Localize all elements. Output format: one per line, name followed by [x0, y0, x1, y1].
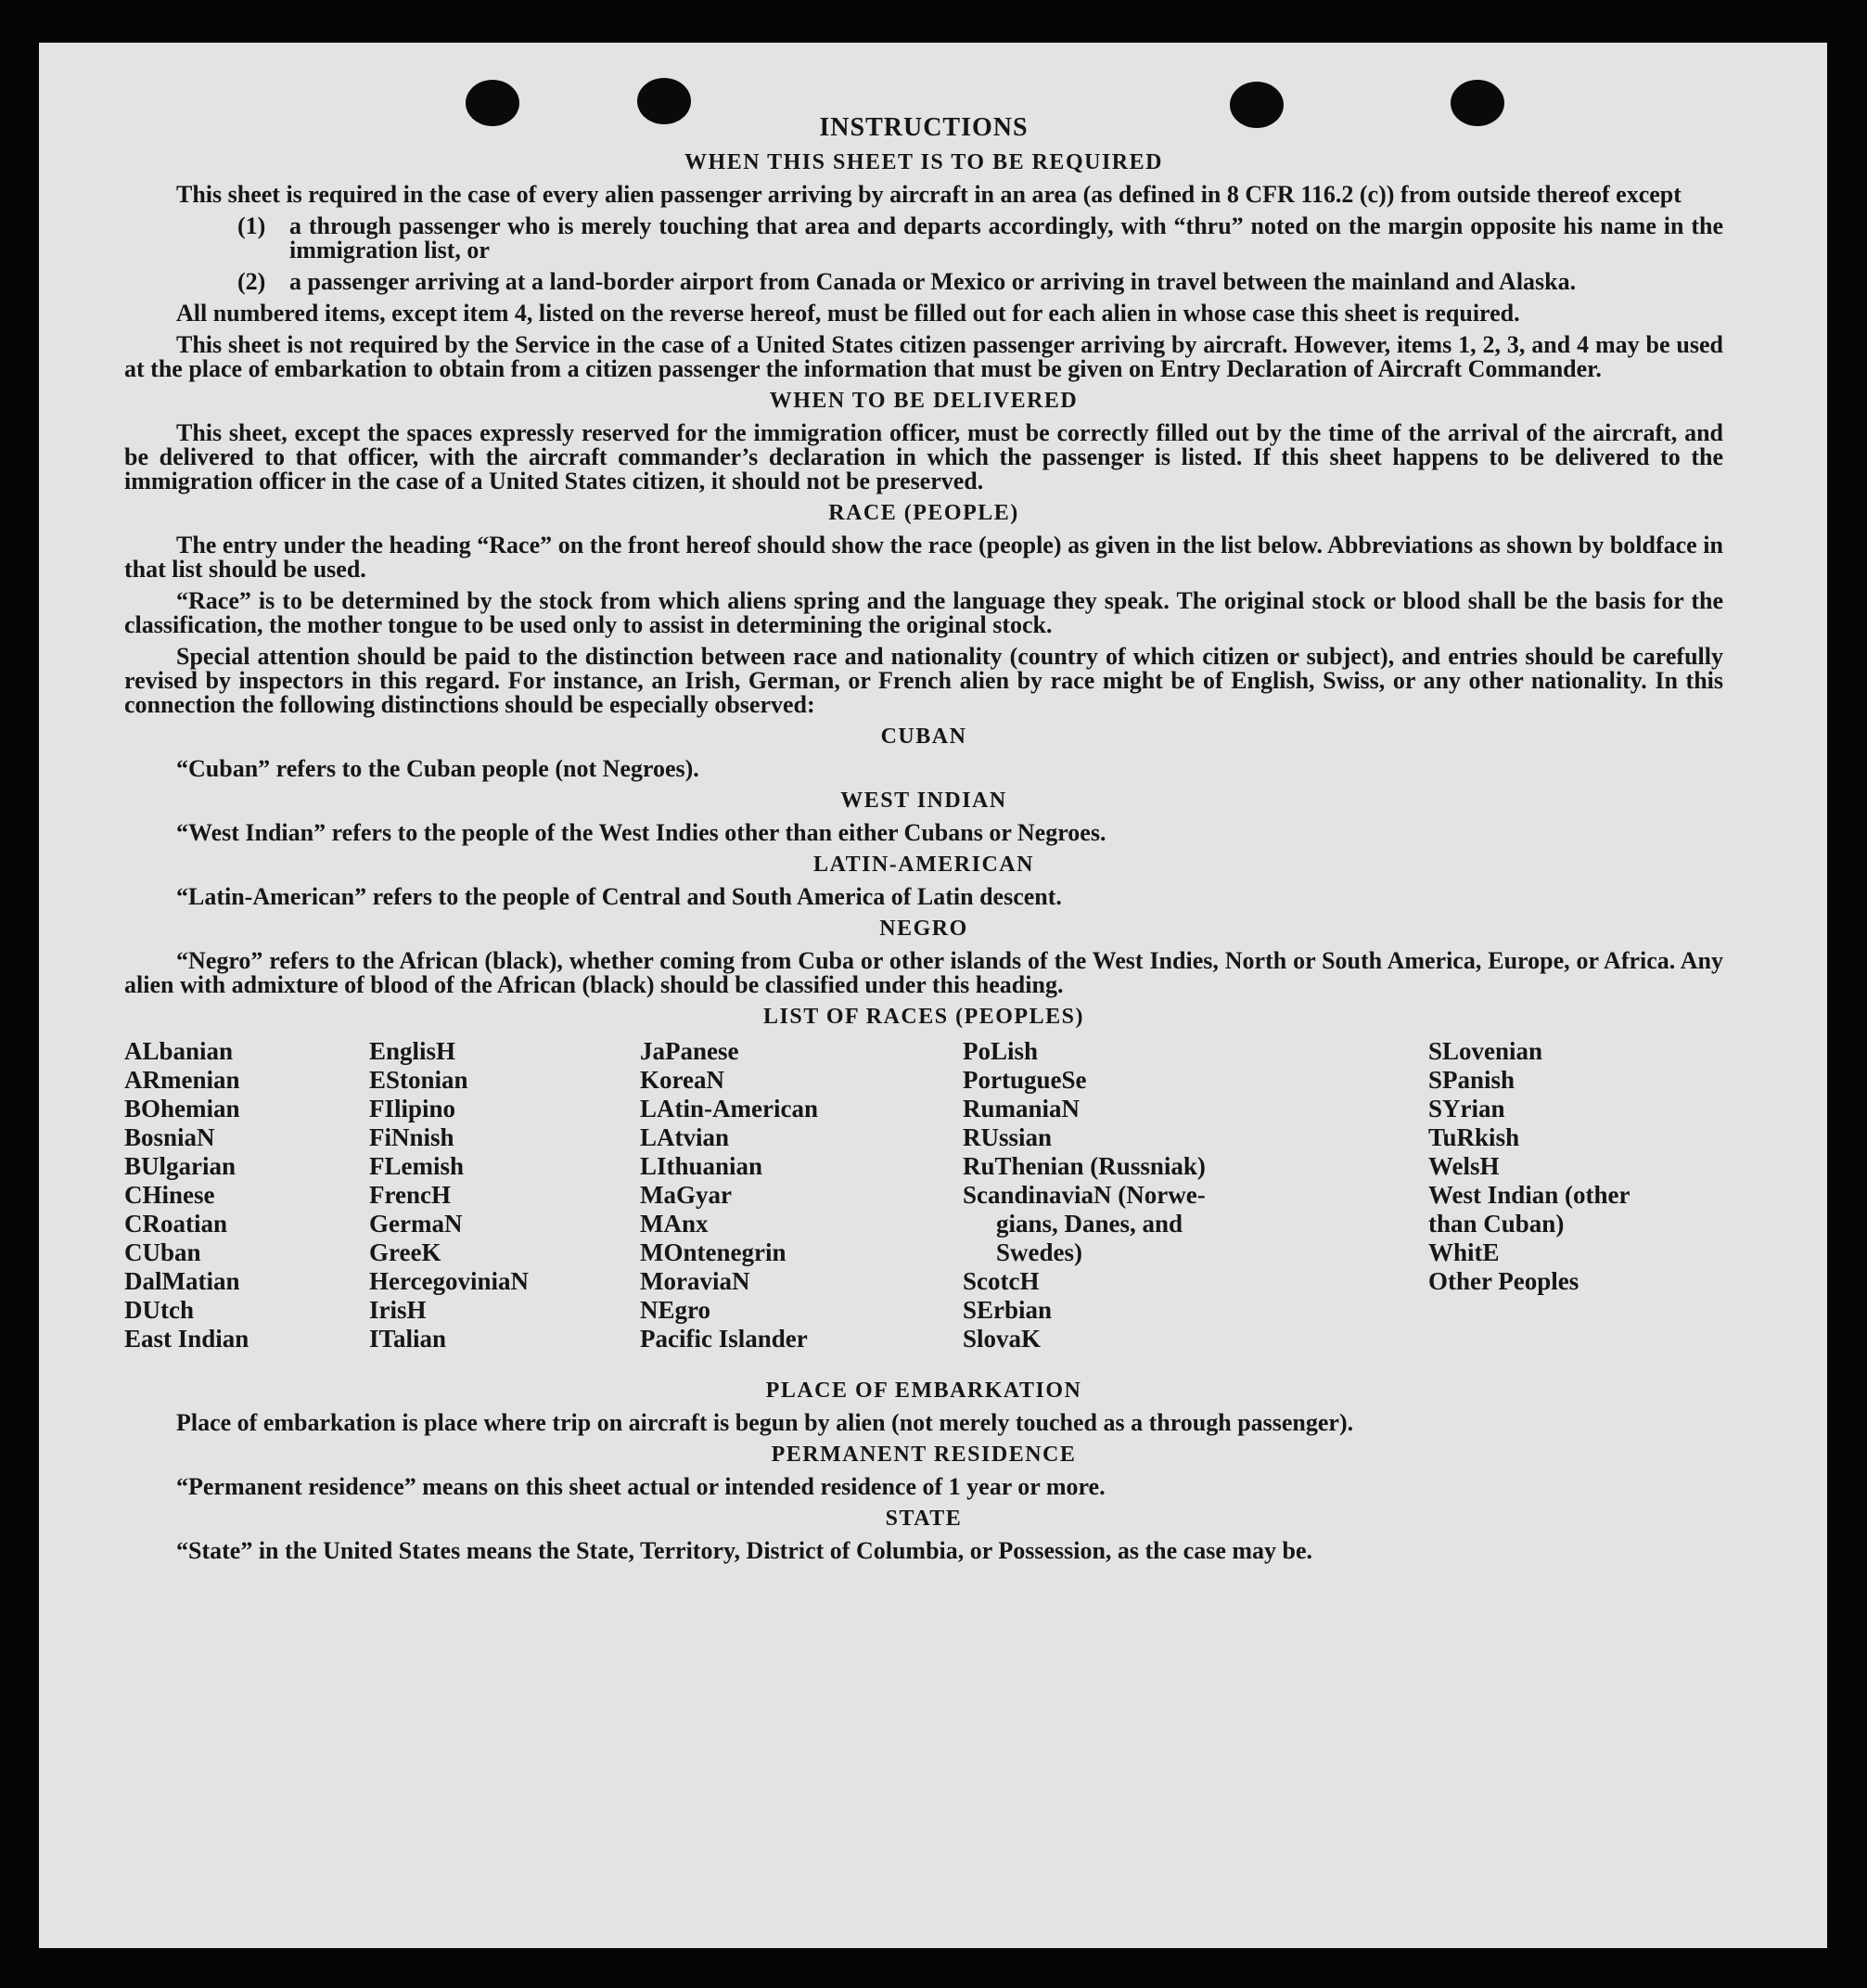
- race-entry: ScotcH: [963, 1267, 1040, 1295]
- section-heading-required: WHEN THIS SHEET IS TO BE REQUIRED: [684, 150, 1163, 174]
- race-entry: PoLish: [963, 1037, 1039, 1065]
- races-list: [124, 1037, 1723, 1371]
- west-indian-text: “West Indian” refers to the people of the West Indies other than either Cubans or Negroes.: [176, 819, 1106, 846]
- section-heading-residence: PERMANENT RESIDENCE: [771, 1443, 1077, 1467]
- exception-item: [237, 270, 1723, 294]
- race-entry: FIlipino: [369, 1095, 456, 1122]
- race-entry: MoraviaN: [640, 1267, 750, 1295]
- race-entry: RUssian: [963, 1123, 1053, 1151]
- race-entry: SlovaK: [963, 1325, 1042, 1353]
- residence-text: “Permanent residence” means on this sheet actual or intended residence of 1 year or more.: [176, 1473, 1106, 1500]
- race-entry: MaGyar: [640, 1181, 732, 1209]
- race-entry: NEgro: [640, 1296, 711, 1324]
- race-entry: IrisH: [369, 1296, 427, 1324]
- section-heading-embarkation: PLACE OF EMBARKATION: [765, 1379, 1082, 1403]
- item-text: a through passenger who is merely touching that area and departs accordingly, with “thru” noted on the margin opposite his name in the immigration list, or: [289, 212, 1723, 263]
- race-entry: RumaniaN: [963, 1095, 1081, 1122]
- race-entry: RuThenian (Russniak): [963, 1152, 1206, 1180]
- required-intro: This sheet is required in the case of every alien passenger arriving by aircraft in an area (as defined in 8 CFR 116.2 (c)) from outside thereof except: [176, 181, 1682, 208]
- races-column-2: [369, 1037, 529, 1353]
- race-entry: EStonian: [369, 1066, 468, 1094]
- race-entry: ITalian: [369, 1325, 447, 1353]
- race-entry: GermaN: [369, 1210, 463, 1238]
- race-entry: BosniaN: [124, 1123, 215, 1151]
- race-entry: LIthuanian: [640, 1152, 763, 1180]
- race-entry: CHinese: [124, 1181, 215, 1209]
- race-entry: ARmenian: [124, 1066, 240, 1094]
- race-entry: CUban: [124, 1238, 201, 1266]
- race-entry-continued: gians, Danes, and: [996, 1210, 1183, 1238]
- required-para-3: This sheet is not required by the Service in the case of a United States citizen passenger arriving by aircraft. However, items 1, 2, 3, and 4 may be used at the place of embarkation to obtain from a citizen passenger the information that must be given on Entry Declaration of Aircraft Commander.: [124, 331, 1723, 382]
- races-column-1: [124, 1037, 249, 1353]
- race-entry: SLovenian: [1428, 1037, 1543, 1065]
- race-entry: WhitE: [1428, 1238, 1500, 1266]
- race-para-3: Special attention should be paid to the distinction between race and nationality (country of which citizen or subject), and entries should be carefully revised by inspectors in this regard. For instance, an Irish, German, or French alien by race might be of English, Swiss, or any other nationality. In this connection the following distinctions should be especially observed:: [124, 643, 1723, 718]
- cuban-text: “Cuban” refers to the Cuban people (not Negroes).: [176, 755, 699, 782]
- race-entry: HercegoviniaN: [369, 1267, 529, 1295]
- race-entry: Pacific Islander: [640, 1325, 808, 1353]
- race-entry: GreeK: [369, 1238, 441, 1266]
- instructions-content: [124, 113, 1723, 1571]
- embarkation-text: Place of embarkation is place where trip on aircraft is begun by alien (not merely touched as a through passenger).: [176, 1409, 1354, 1436]
- list-heading: LIST OF RACES (PEOPLES): [763, 1005, 1084, 1029]
- section-heading-delivered: WHEN TO BE DELIVERED: [769, 389, 1079, 413]
- race-entry: EnglisH: [369, 1037, 456, 1065]
- race-para-1: The entry under the heading “Race” on the front hereof should show the race (people) as given in the list below. Abbreviations as shown by boldface in that list should be used.: [124, 532, 1723, 583]
- race-entry: SErbian: [963, 1296, 1053, 1324]
- section-heading-cuban: CUBAN: [880, 725, 967, 749]
- negro-text: “Negro” refers to the African (black), whether coming from Cuba or other islands of the West Indies, North or South America, Europe, or Africa. Any alien with admixture of blood of the African (black) should be classified under this heading.: [124, 947, 1723, 998]
- races-column-5: [1428, 1037, 1630, 1296]
- race-para-2: “Race” is to be determined by the stock from which aliens spring and the language they speak. The original stock or blood shall be the basis for the classification, the mother tongue to be used only to assist in determining the original stock.: [124, 587, 1723, 638]
- race-entry: MAnx: [640, 1210, 709, 1238]
- race-entry: BUlgarian: [124, 1152, 237, 1180]
- race-entry: LAtin-American: [640, 1095, 818, 1122]
- race-entry: MOntenegrin: [640, 1238, 786, 1266]
- section-heading-state: STATE: [885, 1507, 963, 1531]
- races-column-3: [640, 1037, 818, 1353]
- item-number: (2): [237, 268, 266, 295]
- race-entry: BOhemian: [124, 1095, 240, 1122]
- race-entry: KoreaN: [640, 1066, 724, 1094]
- item-text: a passenger arriving at a land-border airport from Canada or Mexico or arriving in travel between the mainland and Alaska.: [289, 268, 1577, 295]
- race-entry: SYrian: [1428, 1095, 1505, 1122]
- required-para-2: All numbered items, except item 4, listed on the reverse hereof, must be filled out for each alien in whose case this sheet is required.: [176, 300, 1520, 327]
- race-entry-continued: than Cuban): [1428, 1210, 1565, 1238]
- section-heading-latin-american: LATIN-AMERICAN: [813, 853, 1034, 877]
- state-text: “State” in the United States means the State, Territory, District of Columbia, or Possession, as the case may be.: [176, 1537, 1313, 1564]
- race-entry: SPanish: [1428, 1066, 1515, 1094]
- delivered-text: This sheet, except the spaces expressly reserved for the immigration officer, must be correctly filled out by the time of the arrival of the aircraft, and be delivered to that officer, with the aircraft commander’s declaration in which the passenger is listed. If this sheet happens to be delivered to the immigration officer in the case of a United States citizen, it should not be preserved.: [124, 419, 1723, 494]
- section-heading-negro: NEGRO: [879, 917, 968, 941]
- race-entry: JaPanese: [640, 1037, 739, 1065]
- race-entry: East Indian: [124, 1325, 249, 1353]
- races-column-4: [963, 1037, 1206, 1353]
- race-entry: ALbanian: [124, 1037, 234, 1065]
- document-page: [39, 43, 1827, 1948]
- race-entry: DUtch: [124, 1296, 194, 1324]
- race-entry: FiNnish: [369, 1123, 454, 1151]
- race-entry: West Indian (other: [1428, 1181, 1630, 1209]
- latin-american-text: “Latin-American” refers to the people of Central and South America of Latin descent.: [176, 883, 1062, 910]
- race-entry: LAtvian: [640, 1123, 730, 1151]
- item-number: (1): [237, 212, 266, 239]
- race-entry: ScandinaviaN (Norwe-: [963, 1181, 1206, 1209]
- race-entry: CRoatian: [124, 1210, 228, 1238]
- exception-item: [237, 214, 1723, 263]
- section-heading-west-indian: WEST INDIAN: [840, 789, 1007, 813]
- race-entry: PortugueSe: [963, 1066, 1087, 1094]
- section-heading-race: RACE (PEOPLE): [828, 501, 1019, 525]
- race-entry-continued: Swedes): [996, 1238, 1082, 1266]
- race-entry: FLemish: [369, 1152, 465, 1180]
- race-entry: DalMatian: [124, 1267, 240, 1295]
- race-entry: TuRkish: [1428, 1123, 1520, 1151]
- race-entry: WelsH: [1428, 1152, 1500, 1180]
- race-entry: Other Peoples: [1428, 1267, 1579, 1295]
- race-entry: FrencH: [369, 1181, 451, 1209]
- page-title: INSTRUCTIONS: [819, 113, 1029, 142]
